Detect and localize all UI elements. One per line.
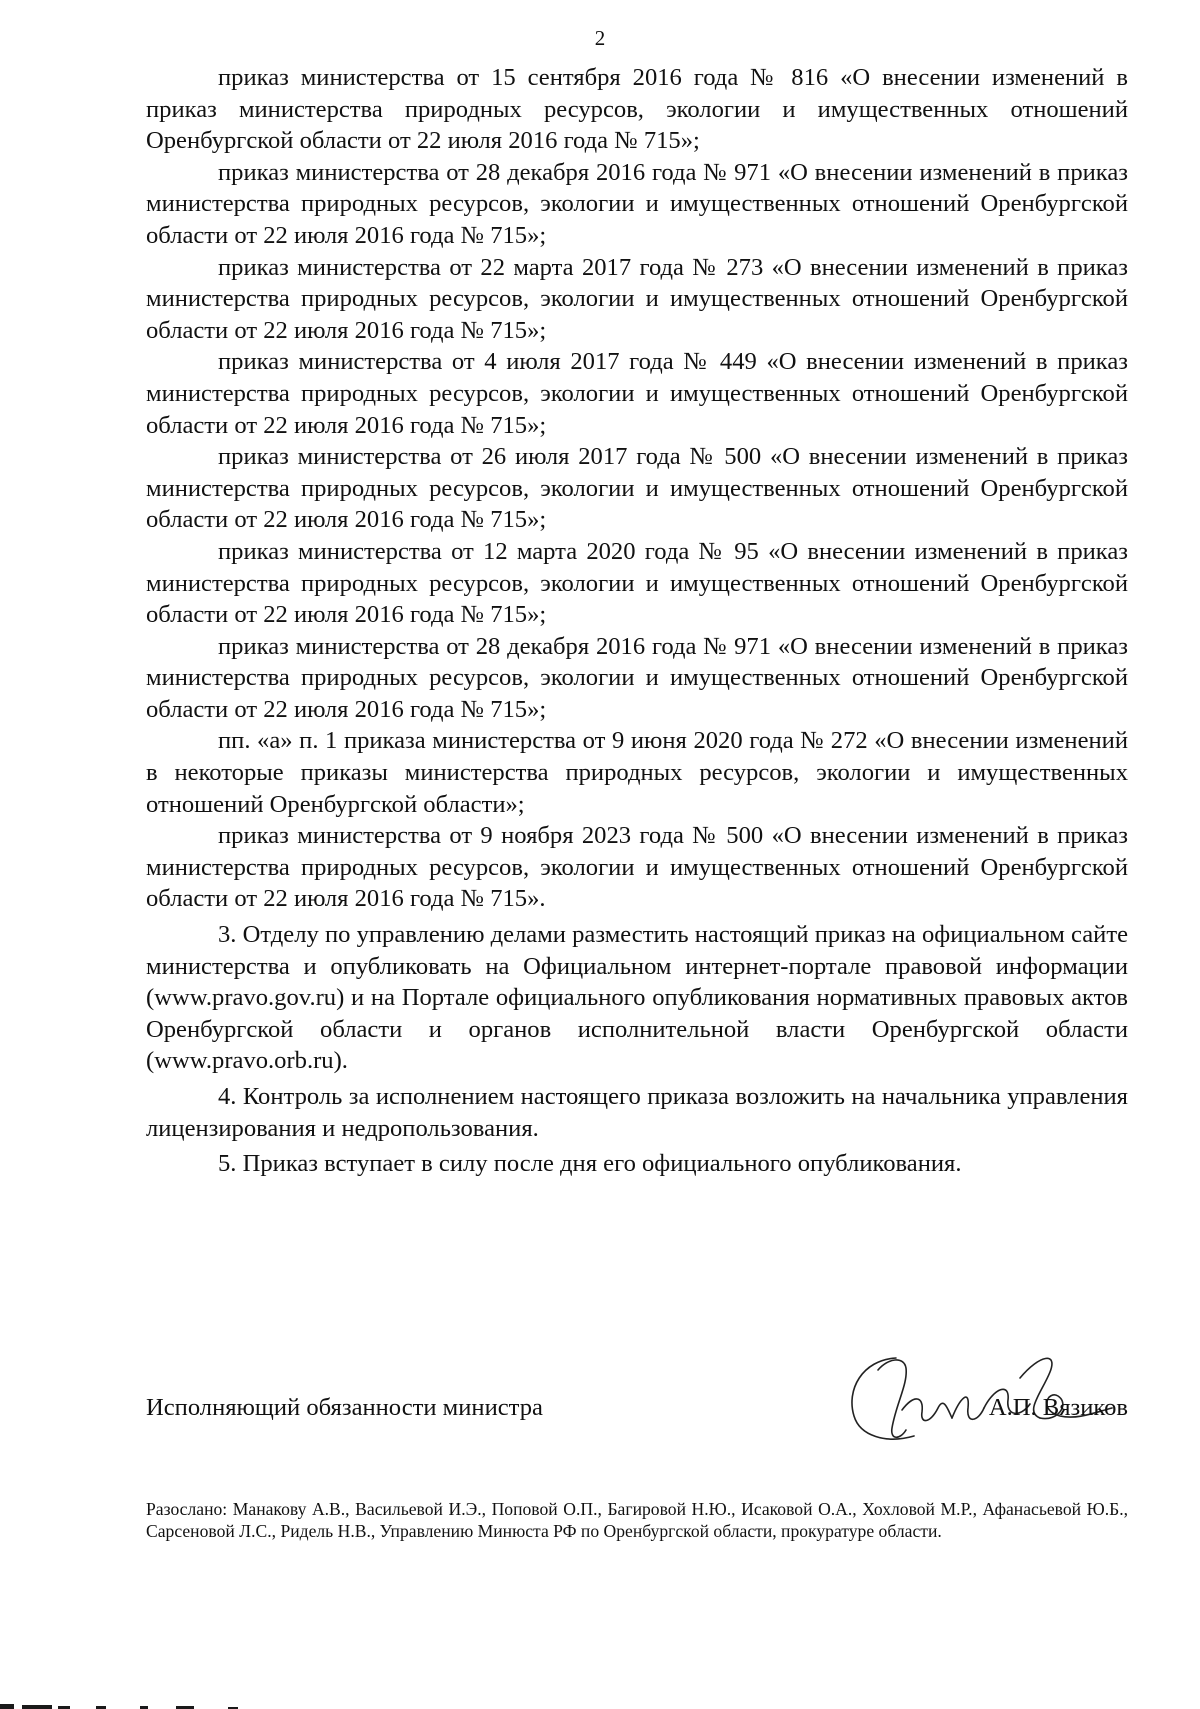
- paragraph-order-500-2023: приказ министерства от 9 ноября 2023 года № 500 «О внесении изменений в приказ министерства природных ресурсов, экологии и имущественных отношений Оренбургской области от 22 июля 2016 года № 715».: [146, 822, 1128, 913]
- scan-edge-artifact: [0, 1702, 1200, 1709]
- document-body: [146, 62, 1128, 1180]
- paragraph-order-95: приказ министерства от 12 марта 2020 года № 95 «О внесении изменений в приказ министерства природных ресурсов, экологии и имущественных отношений Оренбургской области от 22 июля 2016 года № 715»;: [146, 537, 1128, 629]
- paragraph-order-500-2017: приказ министерства от 26 июля 2017 года № 500 «О внесении изменений в приказ министерства природных ресурсов, экологии и имущественных отношений Оренбургской области от 22 июля 2016 года № 715»;: [146, 443, 1128, 534]
- paragraph-item-5: 5. Приказ вступает в силу после дня его официального опубликования.: [218, 1150, 962, 1178]
- signature-block: [146, 1388, 1128, 1428]
- distribution-list: Разослано: Манакову А.В., Васильевой И.Э., Поповой О.П., Багировой Н.Ю., Исаковой О.А., Хохловой М.Р., Афанасьевой Ю.Б., Сарсеновой Л.С., Ридель Н.В., Управлению Минюста РФ по Оренбургской области, прокуратуре области.: [146, 1499, 1128, 1541]
- paragraph-order-816: приказ министерства от 15 сентября 2016 года № 816 «О внесении изменений в приказ министерства природных ресурсов, экологии и имущественных отношений Оренбургской области от 22 июля 2016 года № 715»;: [146, 64, 1128, 155]
- page-number: 2: [594, 26, 606, 50]
- paragraph-order-449: приказ министерства от 4 июля 2017 года № 449 «О внесении изменений в приказ министерства природных ресурсов, экологии и имущественных отношений Оренбургской области от 22 июля 2016 года № 715»;: [146, 348, 1128, 439]
- paragraph-order-971-repeat: приказ министерства от 28 декабря 2016 года № 971 «О внесении изменений в приказ министерства природных ресурсов, экологии и имущественных отношений Оренбургской области от 22 июля 2016 года № 715»;: [146, 632, 1128, 723]
- signatory-name: А.П. Вязиков: [988, 1394, 1128, 1421]
- paragraph-item-3: 3. Отделу по управлению делами разместить настоящий приказ на официальном сайте министерства и опубликовать на Официальном интернет-портале правовой информации (www.pravo.gov.ru) и на Портале официального опубликования нормативных правовых актов Оренбургской области и органов исполнительной власти Оренбургской области (www.pravo.orb.ru).: [146, 921, 1128, 1075]
- paragraph-order-273: приказ министерства от 22 марта 2017 года № 273 «О внесении изменений в приказ министерства природных ресурсов, экологии и имущественных отношений Оренбургской области от 22 июля 2016 года № 715»;: [146, 253, 1128, 344]
- signatory-position: Исполняющий обязанности министра: [146, 1394, 543, 1421]
- paragraph-order-971: приказ министерства от 28 декабря 2016 года № 971 «О внесении изменений в приказ министерства природных ресурсов, экологии и имущественных отношений Оренбургской области от 22 июля 2016 года № 715»;: [146, 158, 1128, 249]
- paragraph-order-272: пп. «а» п. 1 приказа министерства от 9 июня 2020 года № 272 «О внесении изменений в некоторые приказы министерства природных ресурсов, экологии и имущественных отношений Оренбургской области»;: [146, 727, 1128, 818]
- paragraph-item-4: 4. Контроль за исполнением настоящего приказа возложить на начальника управления лицензирования и недропользования.: [146, 1083, 1128, 1142]
